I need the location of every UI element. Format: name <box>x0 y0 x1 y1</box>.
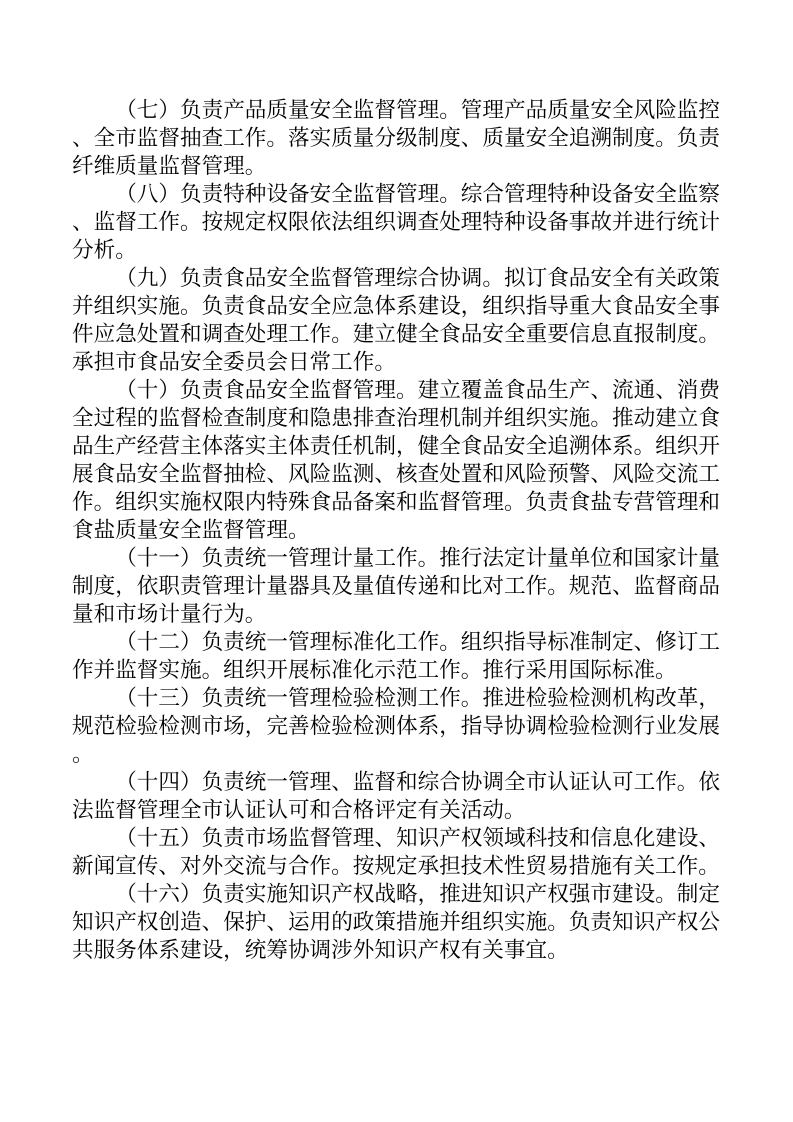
paragraph-item-14: （十四）负责统一管理、监督和综合协调全市认证认可工作。依法监督管理全市认证认可和合格评定有关活动。 <box>72 770 720 822</box>
paragraph-item-12: （十二）负责统一管理标准化工作。组织指导标准制定、修订工作并监督实施。组织开展标准化示范工作。推行采用国际标准。 <box>72 630 720 682</box>
paragraph-item-11: （十一）负责统一管理计量工作。推行法定计量单位和国家计量制度，依职责管理计量器具及量值传递和比对工作。规范、监督商品量和市场计量行为。 <box>72 546 720 626</box>
paragraph-item-13: （十三）负责统一管理检验检测工作。推进检验检测机构改革，规范检验检测市场，完善检验检测体系，指导协调检验检测行业发展。 <box>72 686 720 766</box>
paragraph-item-9: （九）负责食品安全监督管理综合协调。拟订食品安全有关政策并组织实施。负责食品安全应急体系建设，组织指导重大食品安全事件应急处置和调查处理工作。建立健全食品安全重要信息直报制度。承担市食品安全委员会日常工作。 <box>72 266 720 374</box>
paragraph-item-16: （十六）负责实施知识产权战略，推进知识产权强市建设。制定知识产权创造、保护、运用的政策措施并组织实施。负责知识产权公共服务体系建设，统筹协调涉外知识产权有关事宜。 <box>72 882 720 962</box>
paragraph-item-10: （十）负责食品安全监督管理。建立覆盖食品生产、流通、消费全过程的监督检查制度和隐患排查治理机制并组织实施。推动建立食品生产经营主体落实主体责任机制，健全食品安全追溯体系。组织开展食品安全监督抽检、风险监测、核查处置和风险预警、风险交流工作。组织实施权限内特殊食品备案和监督管理。负责食盐专营管理和食盐质量安全监督管理。 <box>72 378 720 542</box>
paragraph-item-15: （十五）负责市场监督管理、知识产权领域科技和信息化建设、新闻宣传、对外交流与合作。按规定承担技术性贸易措施有关工作。 <box>72 826 720 878</box>
paragraph-item-8: （八）负责特种设备安全监督管理。综合管理特种设备安全监察、监督工作。按规定权限依法组织调查处理特种设备事故并进行统计分析。 <box>72 182 720 262</box>
document-body <box>72 96 720 964</box>
paragraph-item-7: （七）负责产品质量安全监督管理。管理产品质量安全风险监控、全市监督抽查工作。落实质量分级制度、质量安全追溯制度。负责纤维质量监督管理。 <box>72 98 720 178</box>
